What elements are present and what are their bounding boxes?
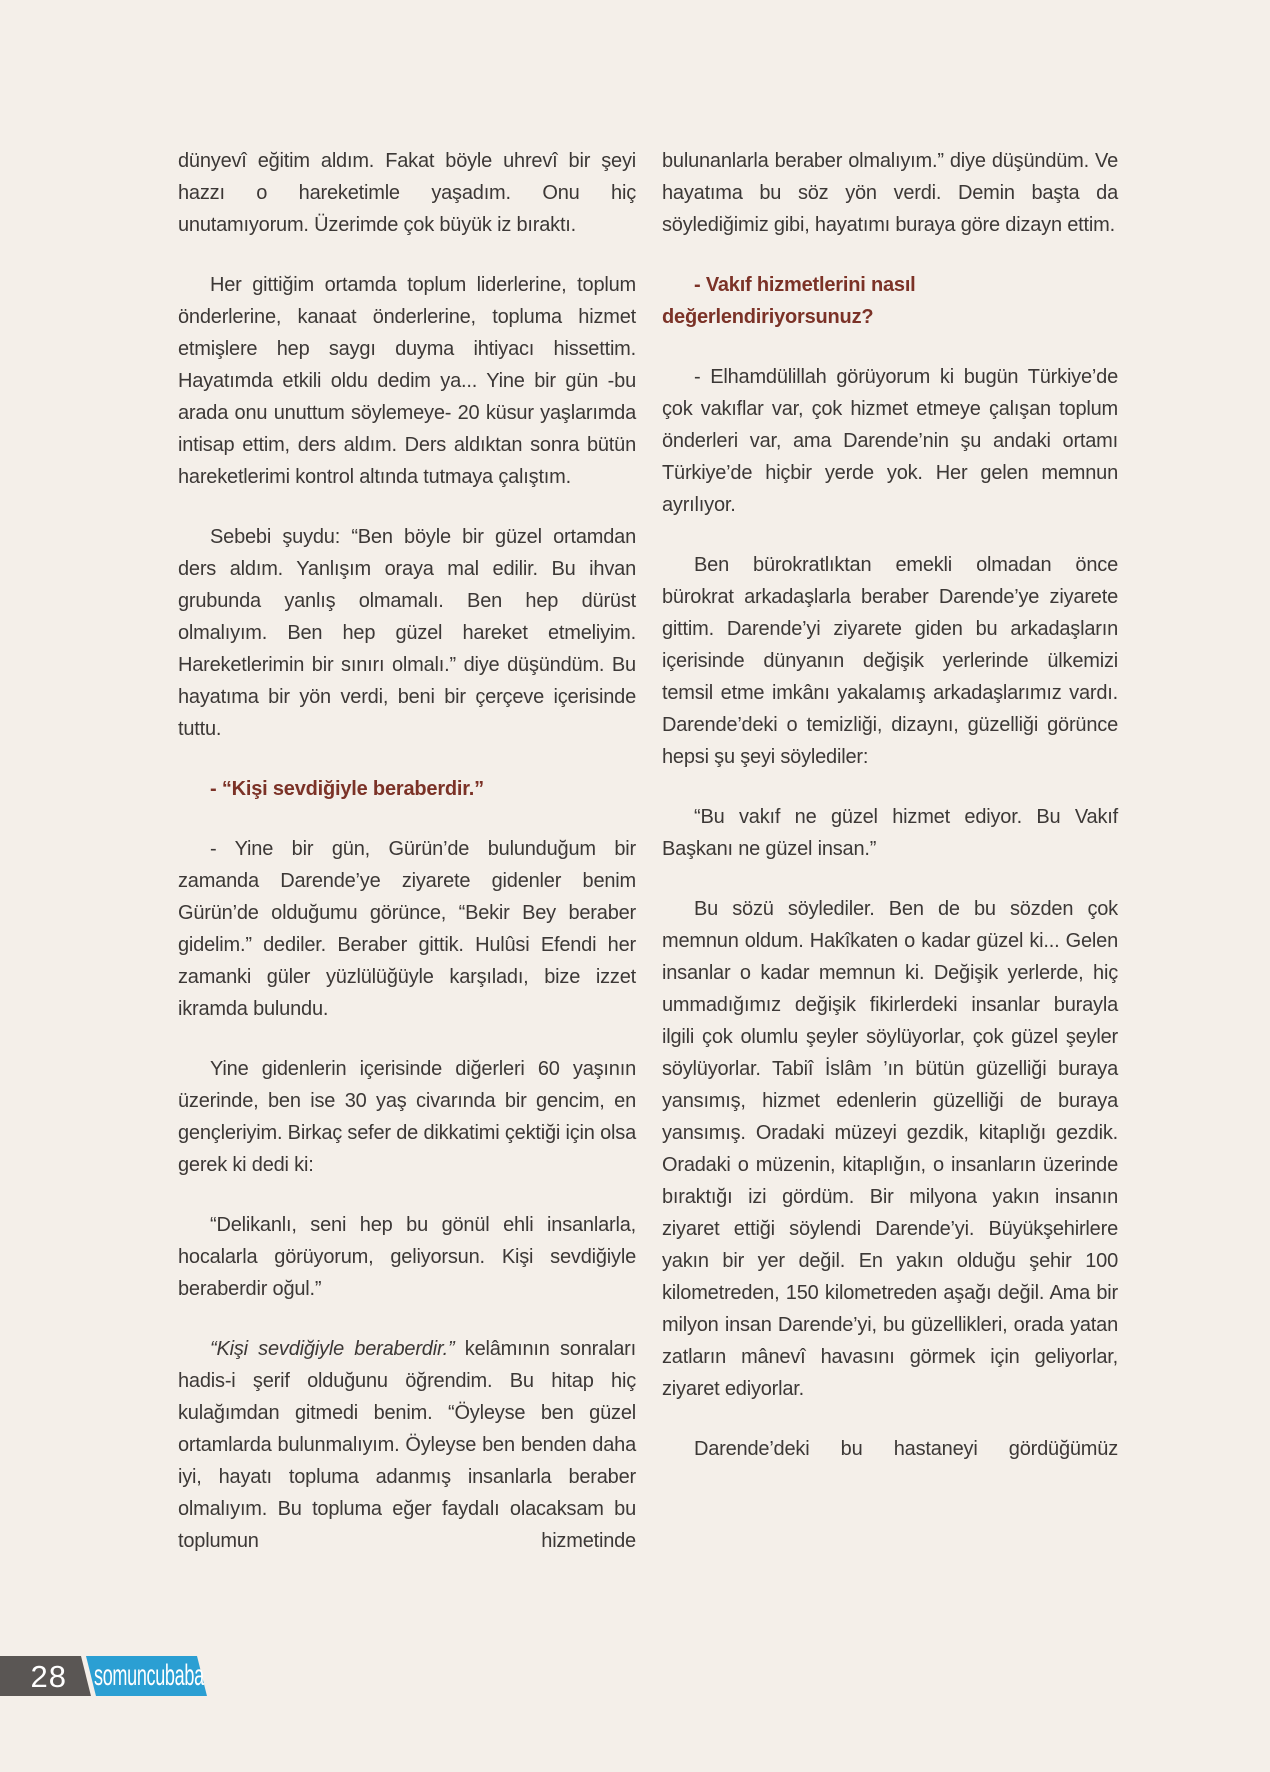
- magazine-logo-badge: [86, 1656, 207, 1696]
- heading-line: değerlendiriyorsunuz?: [662, 306, 874, 328]
- paragraph: Darende’deki bu hastaneyi gördüğümüz: [694, 1438, 1118, 1460]
- paragraph: [178, 1333, 636, 1557]
- page-number-badge-inner: [0, 1656, 81, 1696]
- paragraph: dünyevî eğitim aldım. Fakat böyle uhrevî bir şeyi hazzı o hareketimle yaşadım. Onu hiç unutamıyorum. Üzerimde çok büyük iz bıraktı.: [178, 150, 636, 236]
- section-heading: - “Kişi sevdiğiyle beraberdir.”: [210, 778, 484, 800]
- page-footer: [0, 1656, 1270, 1696]
- paragraph: “Bu vakıf ne güzel hizmet ediyor. Bu Vakıf Başkanı ne güzel insan.”: [662, 806, 1118, 860]
- paragraph-continuation: kelâmının sonraları hadis-i şerif olduğunu öğrendim. Bu hitap hiç kulağımdan gitmedi benim. “Öyleyse ben güzel ortamlarda bulunmalıyım. Öyleyse ben benden daha iyi, hayatı topluma adanmış insanlarla beraber olmalıyım. Bu topluma eğer faydalı olacaksam bu toplumun hizmetinde: [178, 1338, 636, 1552]
- italic-quote: “Kişi sevdiğiyle beraberdir.”: [210, 1338, 455, 1360]
- paragraph: - Yine bir gün, Gürün’de bulunduğum bir zamanda Darende’ye ziyarete gidenler benim Gürün’de olduğumu görünce, “Bekir Bey beraber gidelim.” dediler. Beraber gittik. Hulûsi Efendi her zamanki güler yüzlülüğüyle karşıladı, bize izzet ikramda bulundu.: [178, 838, 636, 1020]
- left-column: [178, 145, 636, 1585]
- paragraph: Sebebi şuydu: “Ben böyle bir güzel ortamdan ders aldım. Yanlışım oraya mal edilir. Bu ihvan grubunda yanlış olmamalı. Ben hep dürüst olmalıyım. Ben hep güzel hareket etmeliyim. Hareketlerimin bir sınırı olmalı.” diye düşündüm. Bu hayatıma bir yön verdi, beni bir çerçeve içerisinde tuttu.: [178, 526, 636, 740]
- paragraph: - Elhamdülillah görüyorum ki bugün Türkiye’de çok vakıflar var, çok hizmet etmeye çalışan toplum önderleri var, ama Darende’nin şu andaki ortamı Türkiye’de hiçbir yerde yok. Her gelen memnun ayrılıyor.: [662, 366, 1118, 516]
- paragraph: Ben bürokratlıktan emekli olmadan önce bürokrat arkadaşlarla beraber Darende’ye ziyarete gittim. Darende’yi ziyarete giden bu arkadaşların içerisinde dünyanın değişik yerlerinde ülkemizi temsil etme imkânı yakalamış arkadaşlarımız vardı. Darende’deki o temizliği, dizaynı, güzelliği görünce hepsi şu şeyi söylediler:: [662, 554, 1118, 768]
- paragraph: “Delikanlı, seni hep bu gönül ehli insanlarla, hocalarla görüyorum, geliyorsun. Kişi sevdiğiyle beraberdir oğul.”: [178, 1214, 636, 1300]
- paragraph: Her gittiğim ortamda toplum liderlerine, toplum önderlerine, kanaat önderlerine, topluma hizmet etmişlere hep saygı duyma ihtiyacı hissettim. Hayatımda etkili oldu dedim ya... Yine bir gün -bu arada onu unuttum söylemeye- 20 küsur yaşlarımda intisap ettim, ders aldım. Ders aldıktan sonra bütün hareketlerimi kontrol altında tutmaya çalıştım.: [178, 274, 636, 488]
- page-number: 28: [30, 1658, 67, 1694]
- paragraph: bulunanlarla beraber olmalıyım.” diye düşündüm. Ve hayatıma bu söz yön verdi. Demin başta da söylediğimiz gibi, hayatımı buraya göre dizayn ettim.: [662, 150, 1118, 236]
- magazine-logo-text: somuncubaba: [94, 1659, 204, 1692]
- paragraph: Yine gidenlerin içerisinde diğerleri 60 yaşının üzerinde, ben ise 30 yaş civarında bir gencim, en gençleriyim. Birkaç sefer de dikkatimi çektiği için olsa gerek ki dedi ki:: [178, 1058, 636, 1176]
- page-number-badge: [0, 1656, 91, 1696]
- section-heading: [662, 269, 1118, 333]
- magazine-logo-inner: [86, 1656, 204, 1696]
- heading-line: - Vakıf hizmetlerini nasıl: [694, 274, 916, 296]
- paragraph: Bu sözü söylediler. Ben de bu sözden çok memnun oldum. Hakîkaten o kadar güzel ki... Gelen insanlar o kadar memnun ki. Değişik yerlerde, hiç ummadığımız değişik fikirlerdeki insanlar burayla ilgili çok olumlu şeyler söylüyorlar, çok güzel şeyler söylüyorlar. Tabiî İslâm ’ın bütün güzelliği buraya yansımış, hizmet edenlerin güzelliği de buraya yansımış. Oradaki müzeyi gezdik, kitaplığı gezdik. Oradaki o müzenin, kitaplığın, o insanların üzerinde bıraktığı izi gördüm. Bir milyona yakın insanın ziyaret ettiği söylendi Darende’yi. Büyükşehirlere yakın bir yer değil. En yakın olduğu şehir 100 kilometreden, 150 kilometreden aşağı değil. Ama bir milyon insan Darende’yi, bu güzellikleri, orada yatan zatların mânevî havasını görmek için geliyorlar, ziyaret ediyorlar.: [662, 898, 1118, 1400]
- right-column: [662, 145, 1118, 1493]
